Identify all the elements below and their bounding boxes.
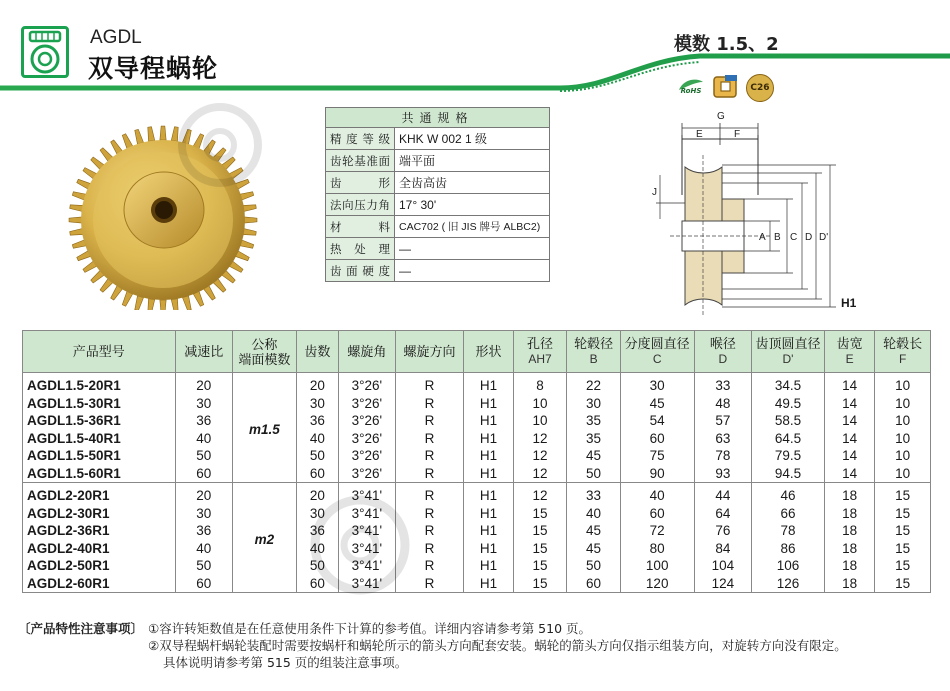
spec-key: 法向压力角 <box>326 194 395 216</box>
teeth-cell: 60 <box>296 465 338 483</box>
spec-key: 热处理 <box>326 238 395 260</box>
hub-length-cell: 10 <box>875 447 931 465</box>
throat-dia-cell: 63 <box>694 430 752 448</box>
table-row <box>23 373 931 395</box>
hub-length-cell: 10 <box>875 430 931 448</box>
dimension-drawing <box>630 105 910 315</box>
hub-dia-cell: 33 <box>567 483 621 505</box>
spec-key: 齿轮基准面 <box>326 150 395 172</box>
helix-direction-cell: R <box>395 465 464 483</box>
col-header-teeth: 齿数 <box>296 331 338 373</box>
pitch-dia-cell: 75 <box>620 447 694 465</box>
pitch-dia-cell: 90 <box>620 465 694 483</box>
helix-direction-cell: R <box>395 395 464 413</box>
worm-gear-icon <box>24 29 66 75</box>
teeth-cell: 20 <box>296 483 338 505</box>
hub-length-cell: 15 <box>875 575 931 593</box>
col-header-helix-direction: 螺旋方向 <box>395 331 464 373</box>
shape-cell: H1 <box>464 505 513 523</box>
dim-label: D <box>805 232 813 243</box>
throat-dia-cell: 76 <box>694 522 752 540</box>
table-row <box>23 540 931 558</box>
c26-material-badge: C26 <box>746 74 774 102</box>
helix-direction-cell: R <box>395 447 464 465</box>
teeth-cell: 40 <box>296 430 338 448</box>
shape-cell: H1 <box>464 447 513 465</box>
hub-length-cell: 10 <box>875 465 931 483</box>
teeth-cell: 60 <box>296 575 338 593</box>
ratio-cell: 50 <box>175 557 233 575</box>
dim-label: G <box>717 111 725 122</box>
notes-label: 〔产品特性注意事项〕 <box>18 621 144 636</box>
helix-angle-cell: 3°26' <box>339 412 396 430</box>
bore-cell: 15 <box>513 540 567 558</box>
helix-angle-cell: 3°41' <box>339 483 396 505</box>
ratio-cell: 20 <box>175 483 233 505</box>
spec-key: 精度等级 <box>326 128 395 150</box>
table-row <box>23 483 931 505</box>
part-number-cell: AGDL2-30R1 <box>27 505 110 521</box>
shape-h1-label: H1 <box>841 296 857 310</box>
pitch-dia-cell: 72 <box>620 522 694 540</box>
hub-length-cell: 15 <box>875 540 931 558</box>
helix-direction-cell: R <box>395 483 464 505</box>
shape-cell: H1 <box>464 395 513 413</box>
spec-row <box>326 260 550 282</box>
spec-row <box>326 216 550 238</box>
spec-key: 齿形 <box>326 172 395 194</box>
outside-dia-cell: 64.5 <box>752 430 825 448</box>
table-row <box>23 447 931 465</box>
face-width-cell: 14 <box>824 412 875 430</box>
note-item: ②双导程蜗杆蜗轮装配时需要按蜗杆和蜗轮所示的箭头方向配套安装。蜗轮的箭头方向仅指示组装方向，对旋转方向没有限定。 <box>148 638 847 653</box>
shape-cell: H1 <box>464 412 513 430</box>
part-number-cell: AGDL2-60R1 <box>27 575 110 591</box>
rohs-badge: RoHS <box>676 76 706 96</box>
helix-angle-cell: 3°26' <box>339 465 396 483</box>
module-group-m2 <box>23 483 931 593</box>
face-width-cell: 18 <box>824 505 875 523</box>
ratio-cell: 40 <box>175 430 233 448</box>
helix-direction-cell: R <box>395 505 464 523</box>
spec-value: CAC702 ( 旧 JIS 牌号 ALBC2) <box>395 216 550 238</box>
dim-label: F <box>734 129 741 140</box>
throat-dia-cell: 124 <box>694 575 752 593</box>
face-width-cell: 14 <box>824 465 875 483</box>
bore-cell: 8 <box>513 373 567 395</box>
outside-dia-cell: 126 <box>752 575 825 593</box>
outside-dia-cell: 86 <box>752 540 825 558</box>
bore-cell: 15 <box>513 575 567 593</box>
dim-label: J <box>652 187 657 198</box>
helix-direction-cell: R <box>395 557 464 575</box>
note-item: 具体说明请参考第 515 页的组装注意事项。 <box>163 655 408 670</box>
part-number-cell: AGDL1.5-36R1 <box>27 413 121 429</box>
hub-dia-cell: 22 <box>567 373 621 395</box>
worm-wheel-photo <box>68 110 318 310</box>
page-header <box>0 0 950 100</box>
col-header-hub-dia: 轮毂径 B <box>567 331 621 373</box>
outside-dia-cell: 94.5 <box>752 465 825 483</box>
outside-dia-cell: 46 <box>752 483 825 505</box>
pitch-dia-cell: 40 <box>620 483 694 505</box>
teeth-cell: 50 <box>296 557 338 575</box>
ratio-cell: 60 <box>175 465 233 483</box>
pitch-dia-cell: 120 <box>620 575 694 593</box>
part-number-cell: AGDL2-40R1 <box>27 540 110 556</box>
spec-row <box>326 172 550 194</box>
spec-row <box>326 150 550 172</box>
part-number-cell: AGDL1.5-20R1 <box>27 378 121 394</box>
table-row <box>23 412 931 430</box>
ratio-cell: 36 <box>175 412 233 430</box>
helix-angle-cell: 3°26' <box>339 395 396 413</box>
spec-key: 齿面硬度 <box>326 260 395 282</box>
dim-label: E <box>696 129 703 140</box>
hub-length-cell: 10 <box>875 373 931 395</box>
hub-length-cell: 15 <box>875 505 931 523</box>
module-cell: m1.5 <box>233 373 297 483</box>
col-header-shape: 形状 <box>464 331 513 373</box>
throat-dia-cell: 33 <box>694 373 752 395</box>
part-number-cell: AGDL1.5-50R1 <box>27 448 121 464</box>
bore-cell: 12 <box>513 430 567 448</box>
hub-length-cell: 15 <box>875 522 931 540</box>
throat-dia-cell: 104 <box>694 557 752 575</box>
material-block-icon <box>712 73 740 99</box>
outside-dia-cell: 66 <box>752 505 825 523</box>
part-number-cell: AGDL1.5-60R1 <box>27 465 121 481</box>
teeth-cell: 40 <box>296 540 338 558</box>
face-width-cell: 18 <box>824 575 875 593</box>
hub-length-cell: 10 <box>875 395 931 413</box>
helix-angle-cell: 3°41' <box>339 540 396 558</box>
col-header-face-width: 齿宽 E <box>824 331 875 373</box>
pitch-dia-cell: 45 <box>620 395 694 413</box>
face-width-cell: 18 <box>824 540 875 558</box>
col-header-helix-angle: 螺旋角 <box>339 331 396 373</box>
teeth-cell: 20 <box>296 373 338 395</box>
common-spec-table <box>325 107 550 282</box>
col-header-throat-dia: 喉径 D <box>694 331 752 373</box>
throat-dia-cell: 78 <box>694 447 752 465</box>
shape-cell: H1 <box>464 483 513 505</box>
hub-length-cell: 15 <box>875 483 931 505</box>
face-width-cell: 14 <box>824 447 875 465</box>
shape-cell: H1 <box>464 575 513 593</box>
shape-cell: H1 <box>464 522 513 540</box>
col-header-outside-dia: 齿顶圆直径 D' <box>752 331 825 373</box>
shape-cell: H1 <box>464 373 513 395</box>
throat-dia-cell: 93 <box>694 465 752 483</box>
dim-label: B <box>774 232 781 243</box>
pitch-dia-cell: 30 <box>620 373 694 395</box>
note-item: ①容许转矩数值是在任意使用条件下计算的参考值。详细内容请参考第 510 页。 <box>148 621 592 636</box>
teeth-cell: 30 <box>296 505 338 523</box>
product-notes <box>18 620 948 671</box>
helix-direction-cell: R <box>395 373 464 395</box>
outside-dia-cell: 106 <box>752 557 825 575</box>
face-width-cell: 18 <box>824 557 875 575</box>
table-row <box>23 395 931 413</box>
throat-dia-cell: 44 <box>694 483 752 505</box>
spec-value: — <box>395 260 550 282</box>
pitch-dia-cell: 80 <box>620 540 694 558</box>
col-header-pitch-dia: 分度圆直径 C <box>620 331 694 373</box>
helix-angle-cell: 3°41' <box>339 505 396 523</box>
face-width-cell: 18 <box>824 522 875 540</box>
spec-row <box>326 238 550 260</box>
face-width-cell: 14 <box>824 395 875 413</box>
series-code: AGDL <box>90 27 142 48</box>
hub-length-cell: 15 <box>875 557 931 575</box>
teeth-cell: 50 <box>296 447 338 465</box>
ratio-cell: 30 <box>175 395 233 413</box>
bore-cell: 10 <box>513 412 567 430</box>
product-spec-table <box>22 330 931 593</box>
hub-dia-cell: 35 <box>567 412 621 430</box>
ratio-cell: 30 <box>175 505 233 523</box>
face-width-cell: 18 <box>824 483 875 505</box>
col-header-hub-length: 轮毂长 F <box>875 331 931 373</box>
hub-dia-cell: 50 <box>567 465 621 483</box>
face-width-cell: 14 <box>824 430 875 448</box>
shape-cell: H1 <box>464 430 513 448</box>
ratio-cell: 20 <box>175 373 233 395</box>
module-group-m1.5 <box>23 373 931 483</box>
hub-dia-cell: 45 <box>567 522 621 540</box>
table-row <box>23 575 931 593</box>
col-header-bore: 孔径 AH7 <box>513 331 567 373</box>
bore-cell: 15 <box>513 522 567 540</box>
bore-cell: 15 <box>513 557 567 575</box>
spec-key: 材料 <box>326 216 395 238</box>
spec-row <box>326 194 550 216</box>
bore-cell: 12 <box>513 483 567 505</box>
outside-dia-cell: 49.5 <box>752 395 825 413</box>
bore-cell: 12 <box>513 465 567 483</box>
hub-dia-cell: 45 <box>567 540 621 558</box>
spec-value: 端平面 <box>395 150 550 172</box>
dim-label: A <box>759 232 766 243</box>
outside-dia-cell: 79.5 <box>752 447 825 465</box>
hub-dia-cell: 45 <box>567 447 621 465</box>
product-category-logo <box>21 26 69 78</box>
helix-direction-cell: R <box>395 412 464 430</box>
throat-dia-cell: 48 <box>694 395 752 413</box>
teeth-cell: 36 <box>296 412 338 430</box>
helix-angle-cell: 3°41' <box>339 557 396 575</box>
col-header-part-number: 产品型号 <box>23 331 176 373</box>
bore-cell: 12 <box>513 447 567 465</box>
module-label: 模数 1.5、2 <box>674 34 779 55</box>
pitch-dia-cell: 54 <box>620 412 694 430</box>
helix-direction-cell: R <box>395 430 464 448</box>
part-number-cell: AGDL2-50R1 <box>27 558 110 574</box>
helix-angle-cell: 3°26' <box>339 373 396 395</box>
dim-label: C <box>790 232 798 243</box>
part-number-cell: AGDL1.5-30R1 <box>27 395 121 411</box>
ratio-cell: 36 <box>175 522 233 540</box>
outside-dia-cell: 34.5 <box>752 373 825 395</box>
spec-value: KHK W 002 1 级 <box>395 128 550 150</box>
pitch-dia-cell: 60 <box>620 430 694 448</box>
module-cell: m2 <box>233 483 297 593</box>
hub-length-cell: 10 <box>875 412 931 430</box>
page-title: 双导程蜗轮 <box>88 54 219 83</box>
part-number-cell: AGDL2-20R1 <box>27 488 110 504</box>
spec-value: 全齿高齿 <box>395 172 550 194</box>
helix-angle-cell: 3°26' <box>339 430 396 448</box>
certification-badges <box>676 70 776 102</box>
part-number-cell: AGDL2-36R1 <box>27 523 110 539</box>
face-width-cell: 14 <box>824 373 875 395</box>
shape-cell: H1 <box>464 465 513 483</box>
hub-dia-cell: 30 <box>567 395 621 413</box>
shape-cell: H1 <box>464 557 513 575</box>
table-row <box>23 430 931 448</box>
spec-row <box>326 128 550 150</box>
helix-direction-cell: R <box>395 540 464 558</box>
helix-angle-cell: 3°41' <box>339 522 396 540</box>
ratio-cell: 60 <box>175 575 233 593</box>
helix-angle-cell: 3°41' <box>339 575 396 593</box>
table-row <box>23 505 931 523</box>
throat-dia-cell: 57 <box>694 412 752 430</box>
table-row <box>23 522 931 540</box>
shape-cell: H1 <box>464 540 513 558</box>
hub-dia-cell: 40 <box>567 505 621 523</box>
col-header-ratio: 减速比 <box>175 331 233 373</box>
table-row <box>23 557 931 575</box>
hub-dia-cell: 60 <box>567 575 621 593</box>
pitch-dia-cell: 100 <box>620 557 694 575</box>
table-row <box>23 465 931 483</box>
teeth-cell: 36 <box>296 522 338 540</box>
bore-cell: 15 <box>513 505 567 523</box>
spec-value: 17° 30' <box>395 194 550 216</box>
spec-table-title: 共通规格 <box>326 108 550 128</box>
throat-dia-cell: 84 <box>694 540 752 558</box>
spec-value: — <box>395 238 550 260</box>
ratio-cell: 40 <box>175 540 233 558</box>
helix-direction-cell: R <box>395 575 464 593</box>
outside-dia-cell: 58.5 <box>752 412 825 430</box>
teeth-cell: 30 <box>296 395 338 413</box>
col-header-module: 公称 端面模数 <box>233 331 297 373</box>
outside-dia-cell: 78 <box>752 522 825 540</box>
dim-label: D' <box>819 232 829 243</box>
helix-angle-cell: 3°26' <box>339 447 396 465</box>
hub-dia-cell: 50 <box>567 557 621 575</box>
pitch-dia-cell: 60 <box>620 505 694 523</box>
hub-dia-cell: 35 <box>567 430 621 448</box>
throat-dia-cell: 64 <box>694 505 752 523</box>
ratio-cell: 50 <box>175 447 233 465</box>
part-number-cell: AGDL1.5-40R1 <box>27 430 121 446</box>
helix-direction-cell: R <box>395 522 464 540</box>
bore-cell: 10 <box>513 395 567 413</box>
